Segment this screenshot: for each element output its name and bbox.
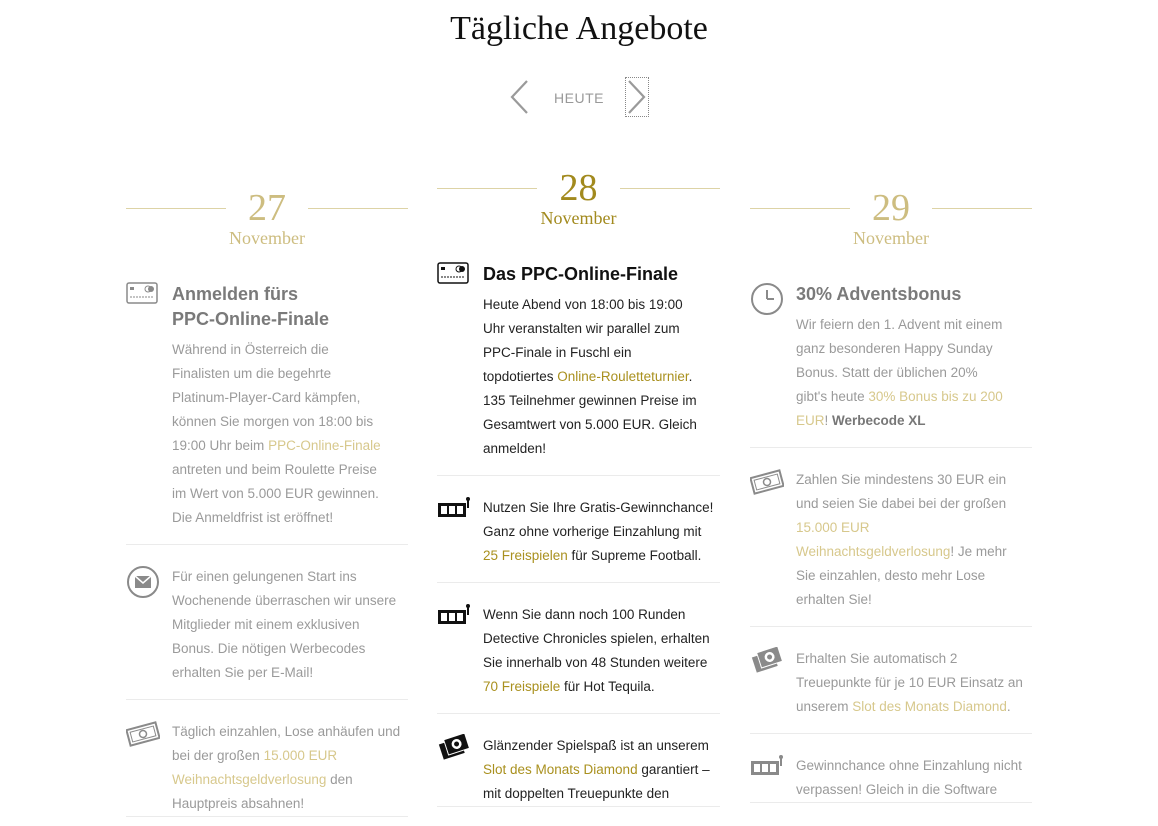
offer-item [437,262,720,476]
offer-link[interactable]: Weihnachtsgeldverlosung [796,544,951,559]
offer-item [750,468,1032,627]
offer-list [750,282,1032,803]
page-title: Tägliche Angebote [450,10,708,47]
offer-text-segment: Die Anmeldfrist ist eröffnet! [172,510,334,525]
offer-list [437,262,720,807]
offer-text-segment: Finalisten um die begehrte [172,366,332,381]
offer-text-segment: Wochenende überraschen wir unsere [172,593,397,608]
offer-text [483,496,720,568]
card-icon [126,282,160,316]
money-icon [750,468,784,502]
offer-text-segment: Nutzen Sie Ihre Gratis-Gewinnchance! [483,500,714,515]
offer-item [750,647,1032,734]
offer-text-segment: garantiert – [637,762,710,777]
offer-text-segment: verpassen! Gleich in die Software [796,782,998,797]
divider-line [932,208,1032,209]
offer-text-segment: Uhr veranstalten wir parallel zum [483,321,680,336]
offer-text-segment: ! [824,413,833,428]
offer-item [126,720,408,817]
offer-text-segment: bei der großen [172,748,264,763]
offer-item [437,496,720,583]
offer-item [126,565,408,700]
offer-link[interactable]: Online-Rouletteturnier [557,369,689,384]
offer-text [483,293,720,461]
divider-line [126,208,226,209]
offer-text [172,565,408,685]
month-label: November [229,228,305,248]
offer-text-segment: Sie einzahlen, desto mehr Lose [796,568,986,583]
offer-text-segment: können Sie morgen von 18:00 bis [172,414,374,429]
offer-link[interactable]: 15.000 EUR [796,520,870,535]
offer-text [796,647,1032,719]
offer-text-segment: Platinum-Player-Card kämpfen, [172,390,361,405]
offer-text-segment: . [1006,699,1011,714]
offer-text-segment: antreten und beim Roulette Preise [172,462,377,477]
offer-text-segment: Mitglieder mit einem exklusiven [172,617,360,632]
offer-link[interactable]: Slot des Monats Diamond [483,762,638,777]
offer-link[interactable]: Weihnachtsgeldverlosung [172,772,327,787]
offer-text [483,603,720,699]
offer-text [172,338,408,530]
offer-text-segment: Wenn Sie dann noch 100 Runden [483,607,686,622]
card-icon [437,262,471,296]
offer-text-segment: Glänzender Spielspaß ist an unserem [483,738,709,753]
day-number: 29 [872,187,910,229]
offer-link[interactable]: 25 Freispielen [483,548,568,563]
offer-text-segment: im Wert von 5.000 EUR gewinnen. [172,486,379,501]
offer-text-segment: Treuepunkte für je 10 EUR Einsatz an [796,675,1023,690]
offer-title-line: 30% Adventsbonus [796,284,962,304]
offer-list [126,282,408,817]
offer-text-segment: anmelden! [483,441,547,456]
day-header [437,166,720,229]
slot-icon [437,603,471,637]
day-number: 27 [248,187,286,229]
offer-text-segment: Gesamtwert von 5.000 EUR. Gleich [483,417,697,432]
offer-text-segment: Detective Chronicles spielen, erhalten [483,631,710,646]
offer-text-segment: Täglich einzahlen, Lose anhäufen und [172,724,401,739]
offer-text-segment: gibt's heute [796,389,869,404]
offer-item [750,754,1032,803]
day-header [750,186,1032,249]
offer-text-segment: Gewinnchance ohne Einzahlung nicht [796,758,1022,773]
offer-text-segment: für Supreme Football. [567,548,702,563]
divider-line [437,188,537,189]
month-label: November [853,228,929,248]
slot-icon [750,754,784,788]
offer-link[interactable]: EUR [796,413,825,428]
offer-link[interactable]: PPC-Online-Finale [268,438,381,453]
offer-text-segment: topdotiertes [483,369,558,384]
previous-day-arrow[interactable] [508,78,530,116]
offer-text-segment: den [326,772,353,787]
offer-link[interactable]: Slot des Monats Diamond [852,699,1007,714]
clock-icon [750,282,784,316]
offer-text-segment: ganz besonderen Happy Sunday [796,341,993,356]
loyalty-icon [437,734,471,768]
month-label: November [540,208,617,228]
offer-text-segment: Bonus. Die nötigen Werbecodes [172,641,366,656]
offer-text-segment: und seien Sie dabei bei der großen [796,496,1007,511]
offer-title [796,282,1032,307]
offer-link[interactable]: 30% Bonus bis zu 200 [868,389,1003,404]
offer-title-line: Das PPC-Online-Finale [483,264,679,284]
offer-text [796,754,1032,802]
offer-text-segment: Ganz ohne vorherige Einzahlung mit [483,524,702,539]
offer-item [126,282,408,545]
day-number: 28 [559,167,598,209]
promo-code: Werbecode XL [832,413,926,428]
offer-text-segment: Während in Österreich die [172,342,329,357]
next-day-arrow[interactable] [626,78,648,116]
offer-text [796,313,1032,433]
offer-text-segment: Zahlen Sie mindestens 30 EUR ein [796,472,1007,487]
offer-text-segment: ! Je mehr [950,544,1007,559]
offer-text-segment: mit doppelten Treuepunkte den [483,786,670,801]
divider-line [620,188,720,189]
divider-line [750,208,850,209]
offer-item [437,603,720,714]
day-navigation [0,78,1158,118]
offer-text [796,468,1032,612]
offer-link[interactable]: 15.000 EUR [263,748,338,763]
offer-title-line: Anmelden fürs [172,284,299,304]
offer-text [172,720,408,816]
offer-link[interactable]: 70 Freispiele [483,679,561,694]
offer-text-segment: erhalten Sie! [796,592,872,607]
offer-text-segment: Heute Abend von 18:00 bis 19:00 [483,297,683,312]
loyalty-icon [750,647,784,681]
offer-text-segment: für Hot Tequila. [560,679,655,694]
offer-text-segment: erhalten Sie per E-Mail! [172,665,314,680]
offer-title [172,282,408,332]
offer-text-segment: 19:00 Uhr beim [172,438,269,453]
day-header [126,186,408,249]
today-label[interactable]: HEUTE [554,90,604,106]
offer-text-segment: Sie innerhalb von 48 Stunden weitere [483,655,708,670]
offer-title [483,262,720,287]
offer-text-segment: 135 Teilnehmer gewinnen Preise im [483,393,697,408]
offer-text-segment: Für einen gelungenen Start ins [172,569,357,584]
offer-text-segment: Wir feiern den 1. Advent mit einem [796,317,1003,332]
offer-text-segment: Erhalten Sie automatisch 2 [796,651,958,666]
money-icon [126,720,160,754]
mail-icon [126,565,160,599]
offer-text-segment: Bonus. Statt der üblichen 20% [796,365,978,380]
offer-text-segment: Hauptpreis absahnen! [172,796,305,811]
offer-text [483,734,720,806]
offer-item [437,734,720,807]
offer-text-segment: PPC-Finale in Fuschl ein [483,345,632,360]
divider-line [308,208,408,209]
offer-text-segment: . [688,369,693,384]
offer-title-line: PPC-Online-Finale [172,309,330,329]
offer-text-segment: unserem [796,699,853,714]
offer-item [750,282,1032,448]
slot-icon [437,496,471,530]
